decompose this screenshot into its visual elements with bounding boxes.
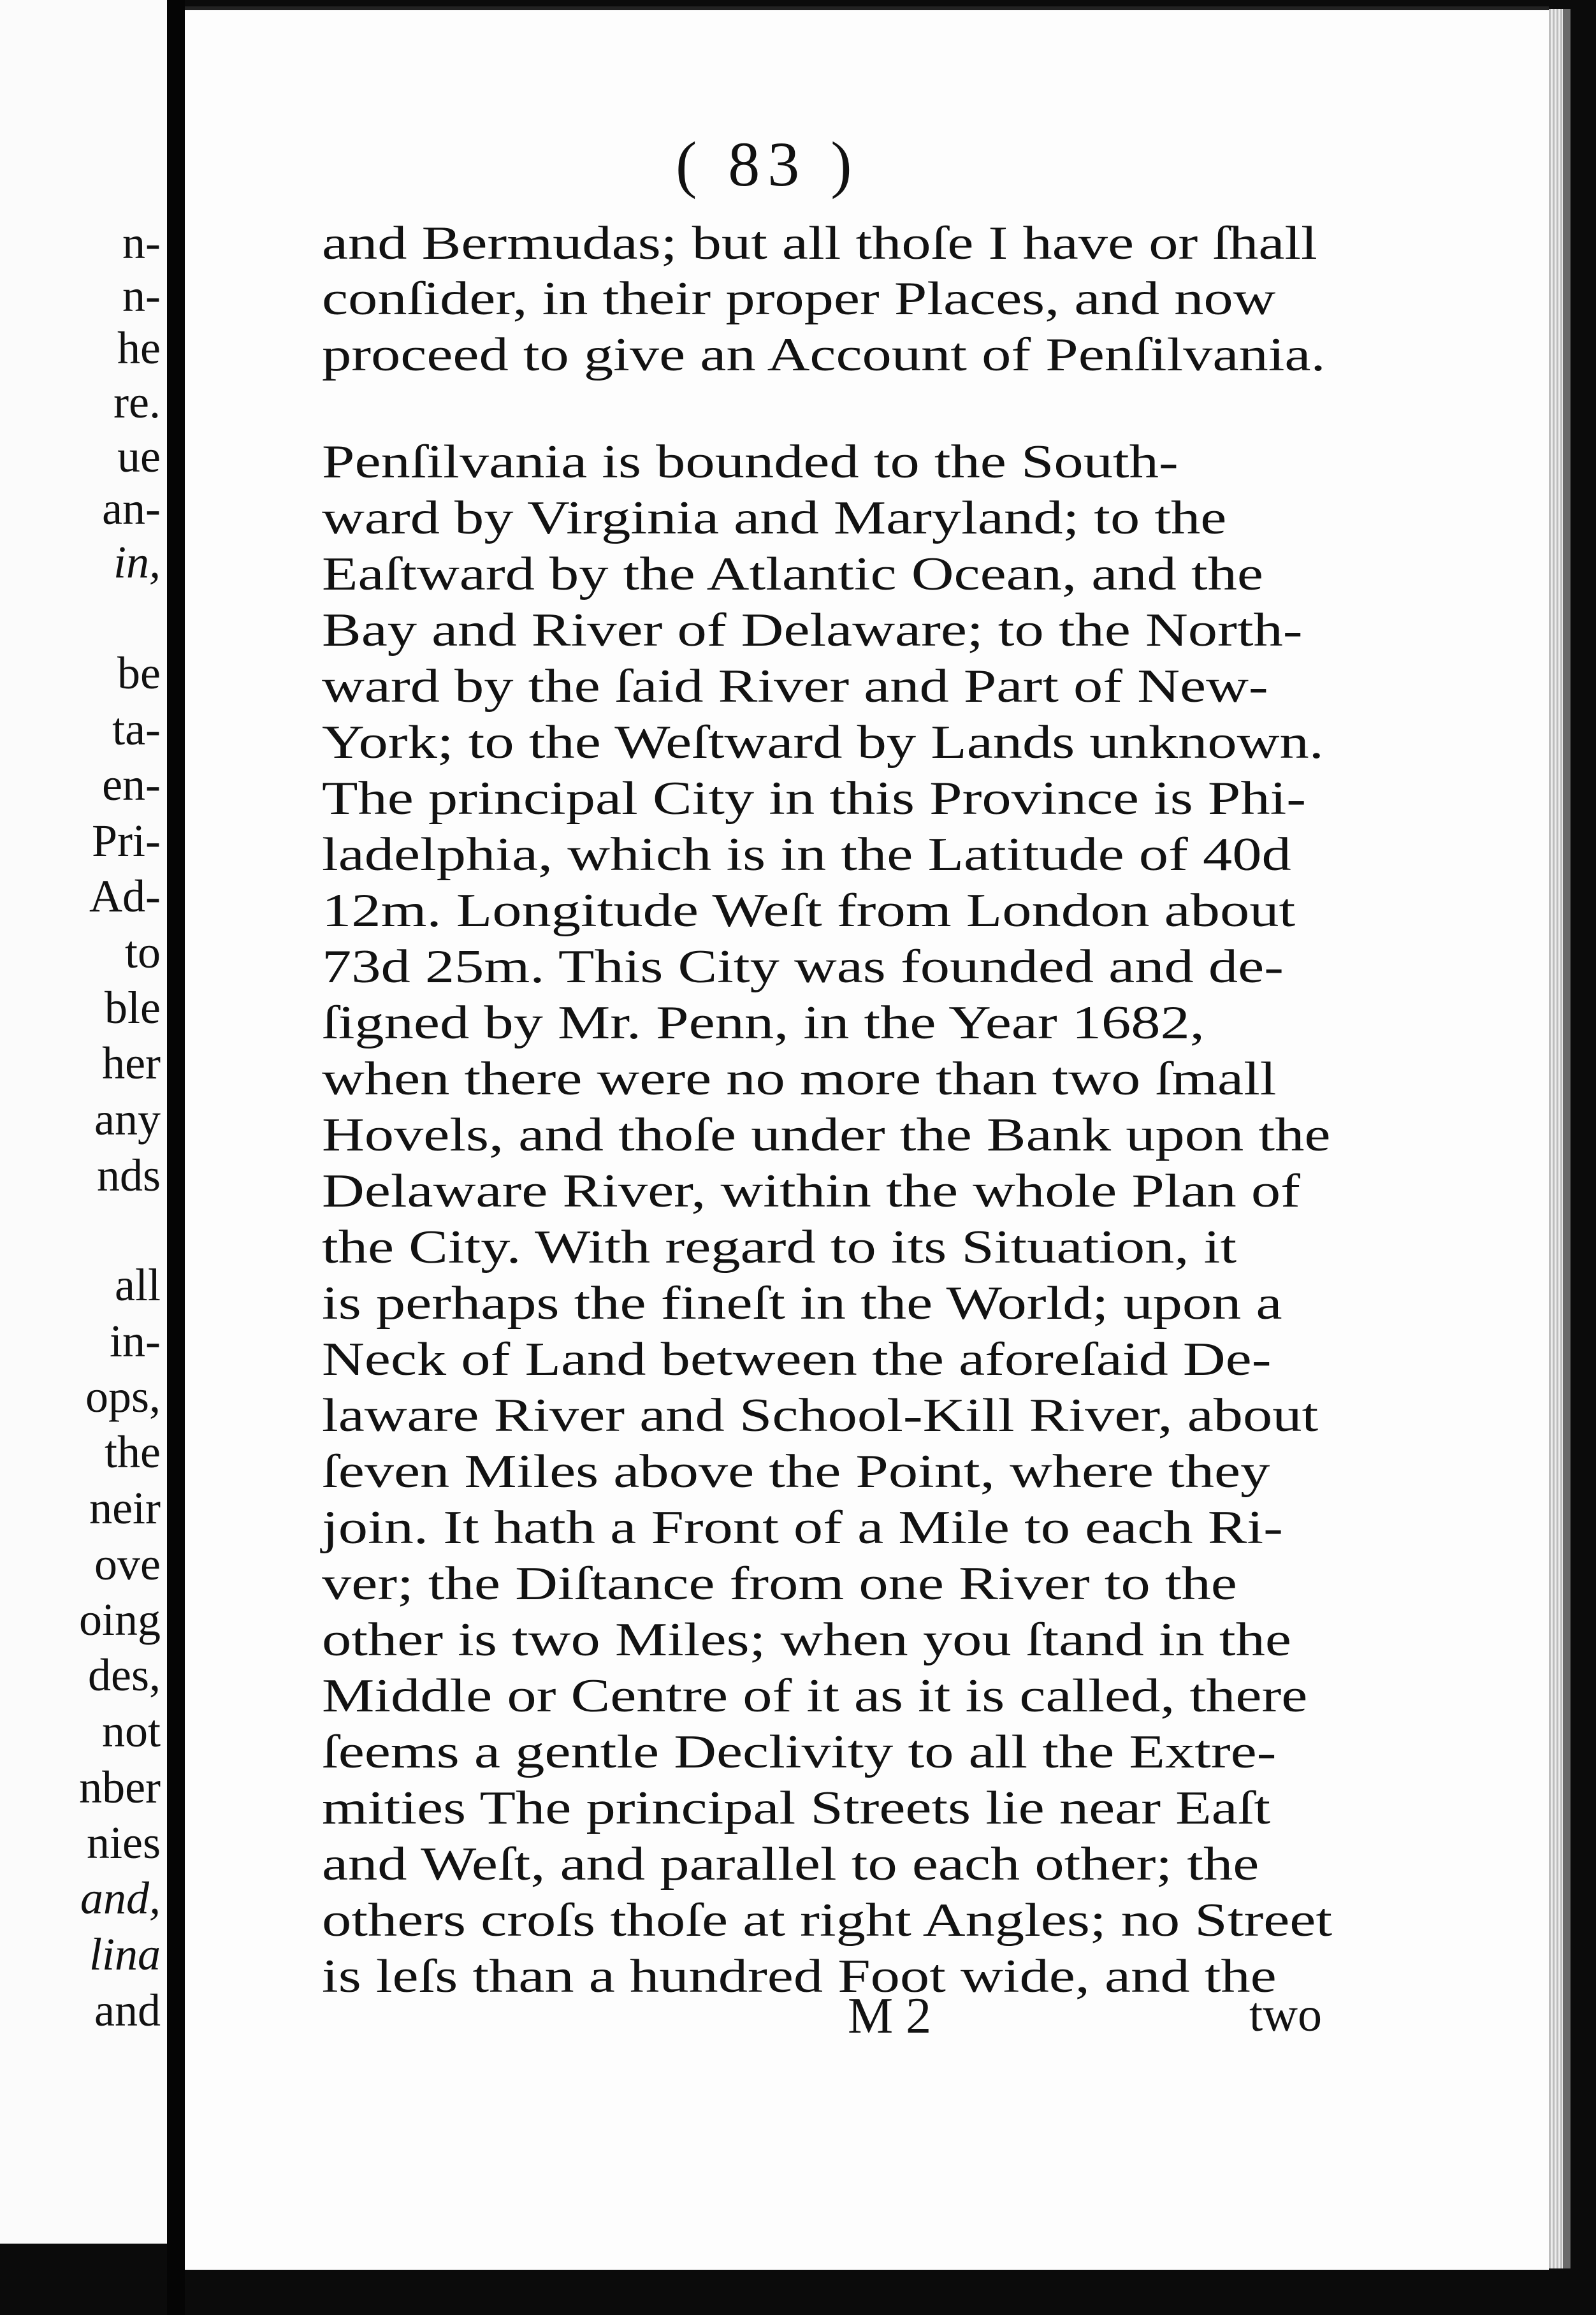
text-line: 12m. Longitude Weſt from London about (322, 885, 1296, 937)
text-line: and Weſt, and parallel to each other; the (322, 1838, 1259, 1890)
left-text-fragment: lina (89, 1929, 161, 1980)
signature-mark: M 2 (848, 1988, 932, 2044)
text-line: ſeems a gentle Declivity to all the Extre- (322, 1726, 1277, 1778)
left-text-fragment: re. (113, 377, 161, 428)
left-text-fragment: to (124, 927, 161, 978)
text-line: Bay and River of Delaware; to the North- (322, 604, 1303, 657)
left-text-fragment: neir (89, 1483, 161, 1534)
left-text-fragment: an- (102, 483, 161, 534)
text-line: ver; the Diſtance from one River to the (322, 1558, 1237, 1610)
left-text-fragment: be (117, 648, 161, 699)
text-line: ſigned by Mr. Penn, in the Year 1682, (322, 997, 1205, 1049)
page-edge (1549, 9, 1563, 2268)
text-line: others croſs thoſe at right Angles; no Street (322, 1894, 1333, 1947)
text-line: ward by Virginia and Maryland; to the (322, 492, 1227, 544)
text-line: Middle or Centre of it as it is called, there (322, 1670, 1308, 1722)
text-line: other is two Miles; when you ſtand in the (322, 1614, 1291, 1666)
text-line: conſider, in their proper Places, and now (322, 273, 1276, 325)
left-text-fragment: Pri- (92, 815, 161, 866)
left-text-fragment: nies (87, 1817, 161, 1868)
left-text-fragment: and, (80, 1873, 161, 1924)
left-text-fragment: the (105, 1426, 161, 1477)
left-text-fragment: nds (96, 1150, 161, 1201)
left-text-fragment: ble (105, 982, 161, 1033)
left-text-fragment: in- (110, 1316, 161, 1367)
text-line: the City. With regard to its Situation, it (322, 1221, 1237, 1274)
left-text-fragment: all (115, 1259, 161, 1310)
left-text-fragment: not (101, 1706, 161, 1757)
left-text-fragment: and (94, 1985, 161, 2036)
text-line: laware River and School-Kill River, about (322, 1390, 1319, 1442)
text-line: York; to the Weſtward by Lands unknown. (322, 716, 1324, 769)
left-text-fragment: en- (102, 759, 161, 810)
left-page-fragment (0, 0, 167, 2244)
left-text-fragment: he (117, 323, 161, 374)
left-text-fragment: ove (94, 1539, 161, 1590)
left-text-fragment: ops, (85, 1371, 161, 1422)
left-text-fragment: n- (122, 217, 161, 268)
text-line: The principal City in this Province is Phi- (322, 773, 1307, 825)
text-line: ward by the ſaid River and Part of New- (322, 660, 1268, 713)
text-line: is perhaps the fineſt in the World; upon a (322, 1277, 1282, 1330)
text-line: ſeven Miles above the Point, where they (322, 1446, 1270, 1498)
text-line: join. It hath a Front of a Mile to each Ri- (322, 1502, 1283, 1554)
text-line: Hovels, and thoſe under the Bank upon the (322, 1109, 1331, 1161)
left-text-fragment: any (94, 1094, 161, 1145)
text-line: is leſs than a hundred Foot wide, and the (322, 1950, 1277, 2003)
left-text-fragment: n- (122, 270, 161, 321)
text-line: Penſilvania is bounded to the South- (322, 436, 1179, 488)
left-text-fragment: nber (79, 1762, 161, 1813)
left-text-fragment: her (102, 1038, 161, 1089)
left-text-fragment: ue (117, 431, 161, 482)
left-text-fragment: in, (113, 537, 161, 588)
page-edge-shadow (1563, 9, 1571, 2268)
text-line: Eaſtward by the Atlantic Ocean, and the (322, 548, 1263, 600)
left-text-fragment: ta- (112, 704, 161, 755)
text-line: and Bermudas; but all thoſe I have or ſhall (322, 217, 1317, 270)
book-gutter (167, 0, 185, 2315)
text-line: proceed to give an Account of Penſilvania. (322, 329, 1326, 381)
text-line: Delaware River, within the whole Plan of (322, 1165, 1300, 1217)
text-line: when there were no more than two ſmall (322, 1053, 1277, 1105)
text-line: 73d 25m. This City was founded and de- (322, 941, 1284, 993)
left-text-fragment: oing (78, 1594, 161, 1645)
page-number: ( 83 ) (676, 129, 860, 200)
text-line: ladelphia, which is in the Latitude of 40d (322, 829, 1291, 881)
left-text-fragment: Ad- (89, 871, 161, 922)
catchword: two (1249, 1988, 1322, 2042)
left-text-fragment: des, (88, 1650, 161, 1701)
text-line: mities The principal Streets lie near Eaſt (322, 1782, 1271, 1834)
text-line: Neck of Land between the aforeſaid De- (322, 1333, 1272, 1386)
